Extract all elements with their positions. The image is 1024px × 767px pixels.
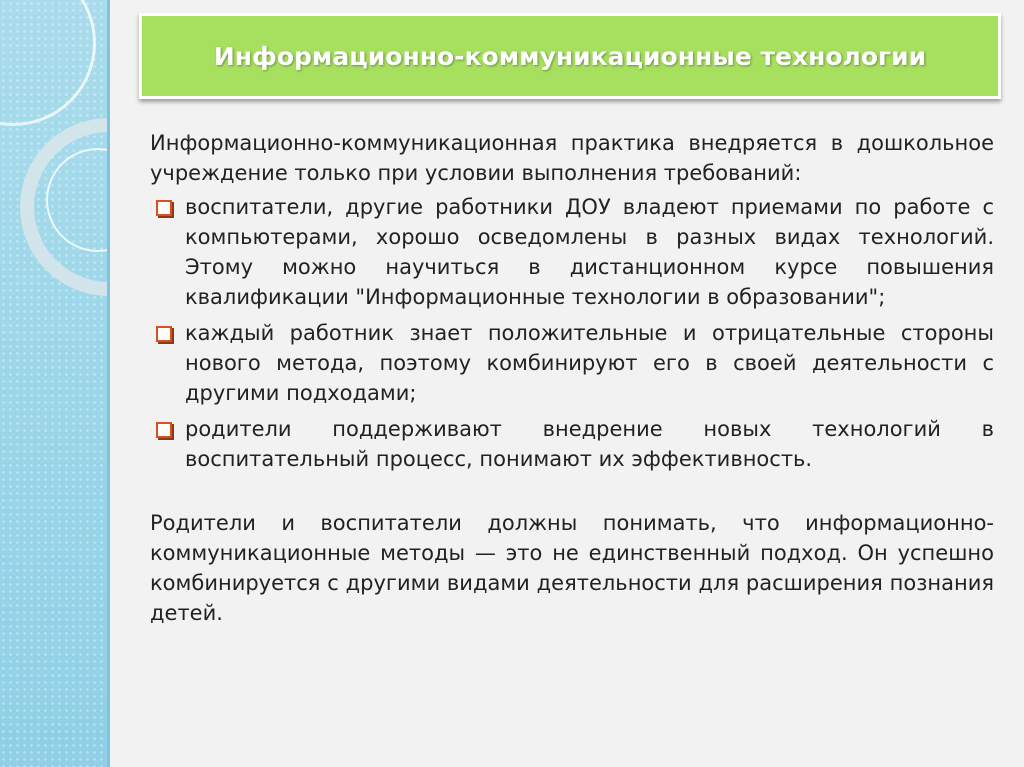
list-item-text: родители поддерживают внедрение новых технологий в воспитательный процесс, понимают их эффективность.: [185, 417, 994, 471]
checkbox-bullet-icon: [156, 422, 172, 438]
title-banner: [139, 13, 1001, 99]
decorative-sidebar: [0, 0, 110, 767]
list-item: [150, 192, 994, 312]
slide-body: [150, 128, 994, 649]
list-item: [150, 414, 994, 474]
intro-paragraph: Информационно-коммуникационная практика внедряется в дошкольное учреждение только при условии выполнения требований:: [150, 131, 994, 185]
slide-title: Информационно-коммуникационные технологии: [213, 41, 927, 71]
conclusion-paragraph: Родители и воспитатели должны понимать, что информационно-коммуникационные методы — это не единственный подход. Он успешно комбинируется с другими видами деятельности для расширения познания детей.: [150, 511, 994, 625]
decorative-ring: [0, 0, 96, 126]
checkbox-bullet-icon: [156, 200, 172, 216]
list-item-text: каждый работник знает положительные и отрицательные стороны нового метода, поэтому комбинируют его в своей деятельности с другими подходами;: [185, 321, 994, 405]
requirements-list: [150, 192, 994, 474]
list-item-text: воспитатели, другие работники ДОУ владеют приемами по работе с компьютерами, хорошо осведомлены в разных видах технологий. Этому можно научиться в дистанционном курсе повышения квалификации "Информационные технологии в образовании";: [185, 195, 994, 309]
list-item: [150, 318, 994, 408]
checkbox-bullet-icon: [156, 326, 172, 342]
